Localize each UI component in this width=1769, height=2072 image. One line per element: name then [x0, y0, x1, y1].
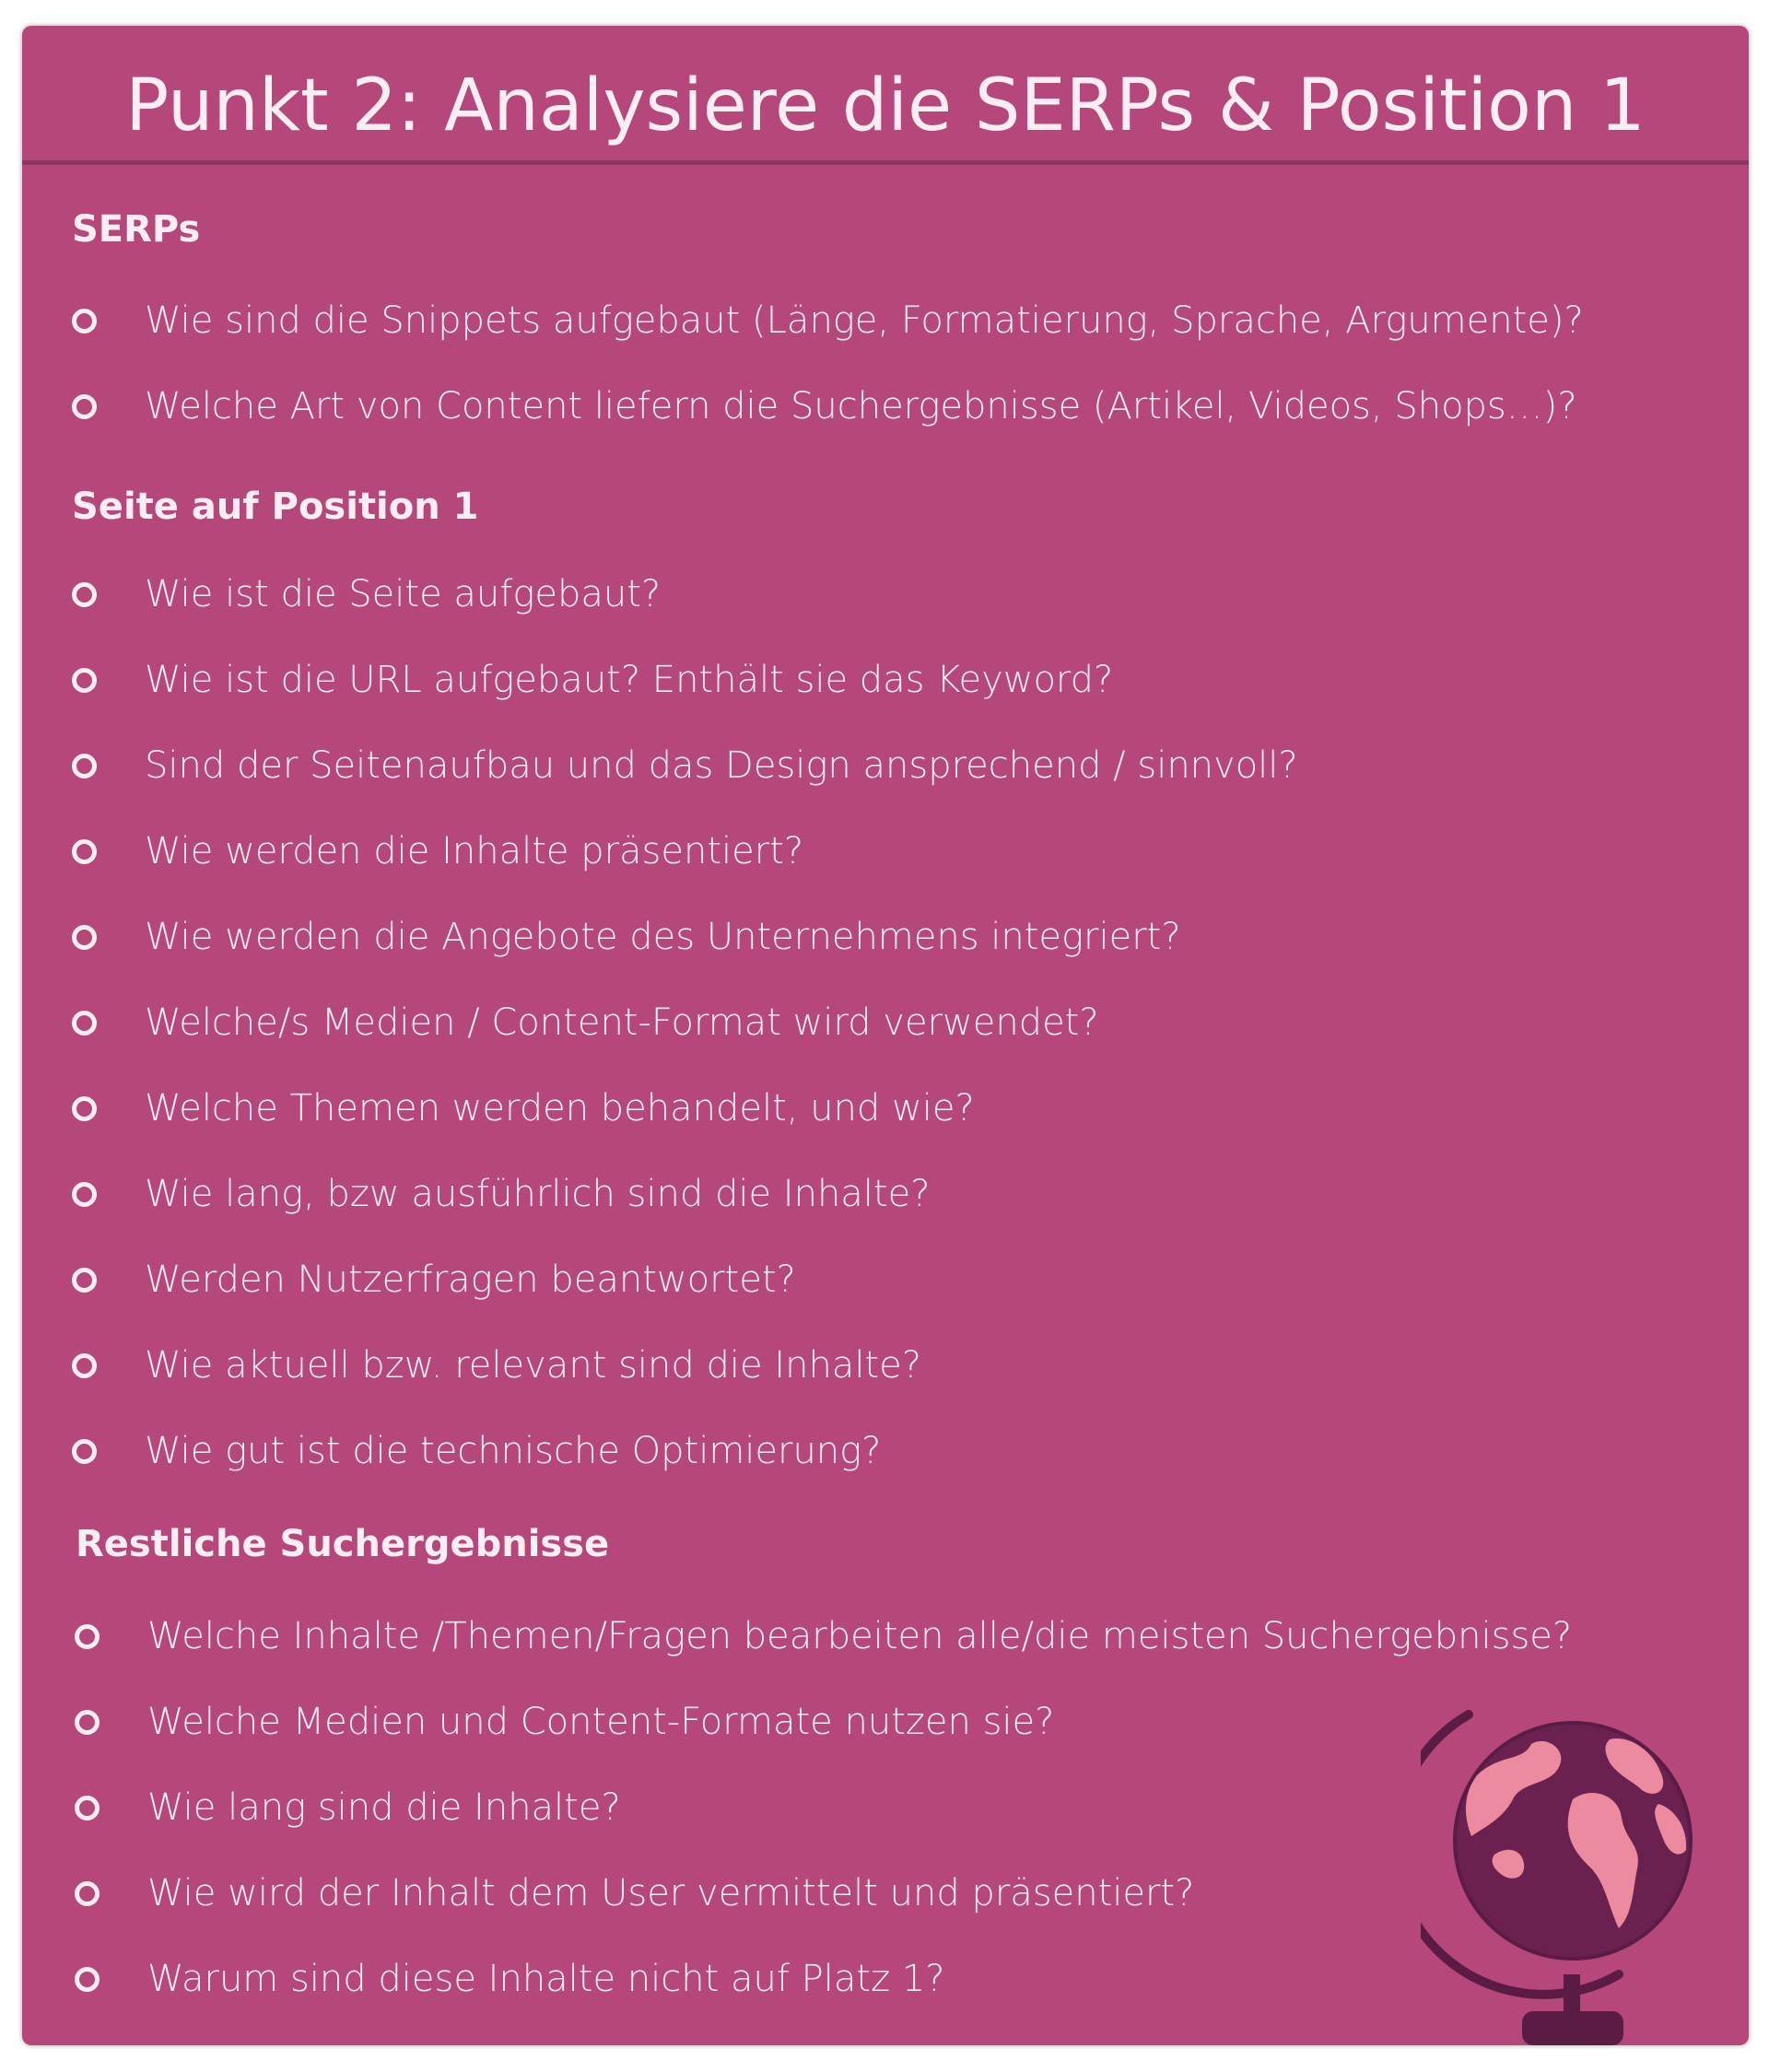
- circle-outline-icon: [72, 1353, 97, 1378]
- checklist-item-text: Wie aktuell bzw. relevant sind die Inhalte?: [145, 1344, 921, 1387]
- checklist-item-text: Welche Themen werden behandelt, und wie?: [145, 1087, 975, 1130]
- checklist-item: [75, 1956, 945, 2002]
- checklist-item-text: Sind der Seitenaufbau und das Design ansprechend / sinnvoll?: [145, 744, 1298, 787]
- globe-icon: [1421, 1698, 1716, 2045]
- checklist-item: [72, 828, 803, 874]
- checklist-item: [72, 657, 1113, 703]
- checklist-item-text: Welche Inhalte /Themen/Fragen bearbeiten alle/die meisten Suchergebnisse?: [147, 1615, 1573, 1657]
- checklist-card: [22, 26, 1749, 2045]
- checklist-item: [75, 1870, 1194, 1916]
- circle-outline-icon: [72, 1011, 97, 1036]
- circle-outline-icon: [72, 1182, 97, 1207]
- checklist-item-text: Werden Nutzerfragen beantwortet?: [145, 1258, 796, 1301]
- checklist-item: [72, 1171, 930, 1217]
- checklist-item-text: Welche Art von Content liefern die Suchergebnisse (Artikel, Videos, Shops…)?: [145, 385, 1577, 427]
- checklist-item-text: Welche Medien und Content-Formate nutzen sie?: [147, 1701, 1055, 1743]
- checklist-item: [72, 1257, 796, 1303]
- checklist-item-text: Wie werden die Inhalte präsentiert?: [145, 830, 804, 872]
- checklist-item: [72, 298, 1584, 344]
- title-divider: [22, 160, 1749, 165]
- checklist-item: [75, 1613, 1572, 1659]
- checklist-item-text: Wie werden die Angebote des Unternehmens integriert?: [145, 916, 1181, 958]
- checklist-item-text: Wie sind die Snippets aufgebaut (Länge, Formatierung, Sprache, Argumente)?: [145, 299, 1584, 342]
- circle-outline-icon: [75, 1881, 100, 1906]
- circle-outline-icon: [75, 1710, 100, 1735]
- circle-outline-icon: [72, 309, 97, 334]
- checklist-item: [72, 1000, 1099, 1046]
- checklist-item: [72, 1428, 881, 1474]
- checklist-item-text: Wie ist die Seite aufgebaut?: [145, 573, 662, 615]
- checklist-item: [72, 383, 1577, 429]
- checklist-item-text: Wie ist die URL aufgebaut? Enthält sie das Keyword?: [145, 659, 1114, 701]
- checklist-item: [72, 743, 1298, 789]
- page-title: Punkt 2: Analysiere die SERPs & Position 1: [125, 64, 1646, 147]
- circle-outline-icon: [72, 839, 97, 864]
- checklist-item-text: Welche/s Medien / Content-Format wird verwendet?: [145, 1001, 1099, 1044]
- circle-outline-icon: [72, 1268, 97, 1293]
- circle-outline-icon: [72, 394, 97, 419]
- checklist-item: [75, 1785, 621, 1831]
- checklist-item-text: Wie gut ist die technische Optimierung?: [145, 1430, 882, 1472]
- checklist-item: [72, 914, 1181, 960]
- checklist-item-text: Wie lang sind die Inhalte?: [147, 1786, 621, 1829]
- circle-outline-icon: [72, 668, 97, 693]
- circle-outline-icon: [72, 754, 97, 778]
- checklist-item: [72, 1342, 921, 1388]
- section-heading-position-1: Seite auf Position 1: [72, 486, 479, 528]
- circle-outline-icon: [75, 1796, 100, 1820]
- checklist-item-text: Wie lang, bzw ausführlich sind die Inhalte?: [145, 1173, 931, 1215]
- checklist-item: [72, 571, 661, 617]
- circle-outline-icon: [75, 1967, 100, 1992]
- checklist-item-text: Wie wird der Inhalt dem User vermittelt und präsentiert?: [147, 1872, 1195, 1914]
- circle-outline-icon: [75, 1624, 100, 1649]
- section-heading-serps: SERPs: [72, 208, 201, 251]
- circle-outline-icon: [72, 1096, 97, 1121]
- checklist-item-text: Warum sind diese Inhalte nicht auf Platz 1?: [147, 1958, 945, 2000]
- circle-outline-icon: [72, 925, 97, 950]
- checklist-item: [75, 1699, 1054, 1745]
- circle-outline-icon: [72, 1439, 97, 1464]
- circle-outline-icon: [72, 582, 97, 607]
- section-heading-restliche: Restliche Suchergebnisse: [76, 1523, 610, 1565]
- checklist-item: [72, 1085, 975, 1131]
